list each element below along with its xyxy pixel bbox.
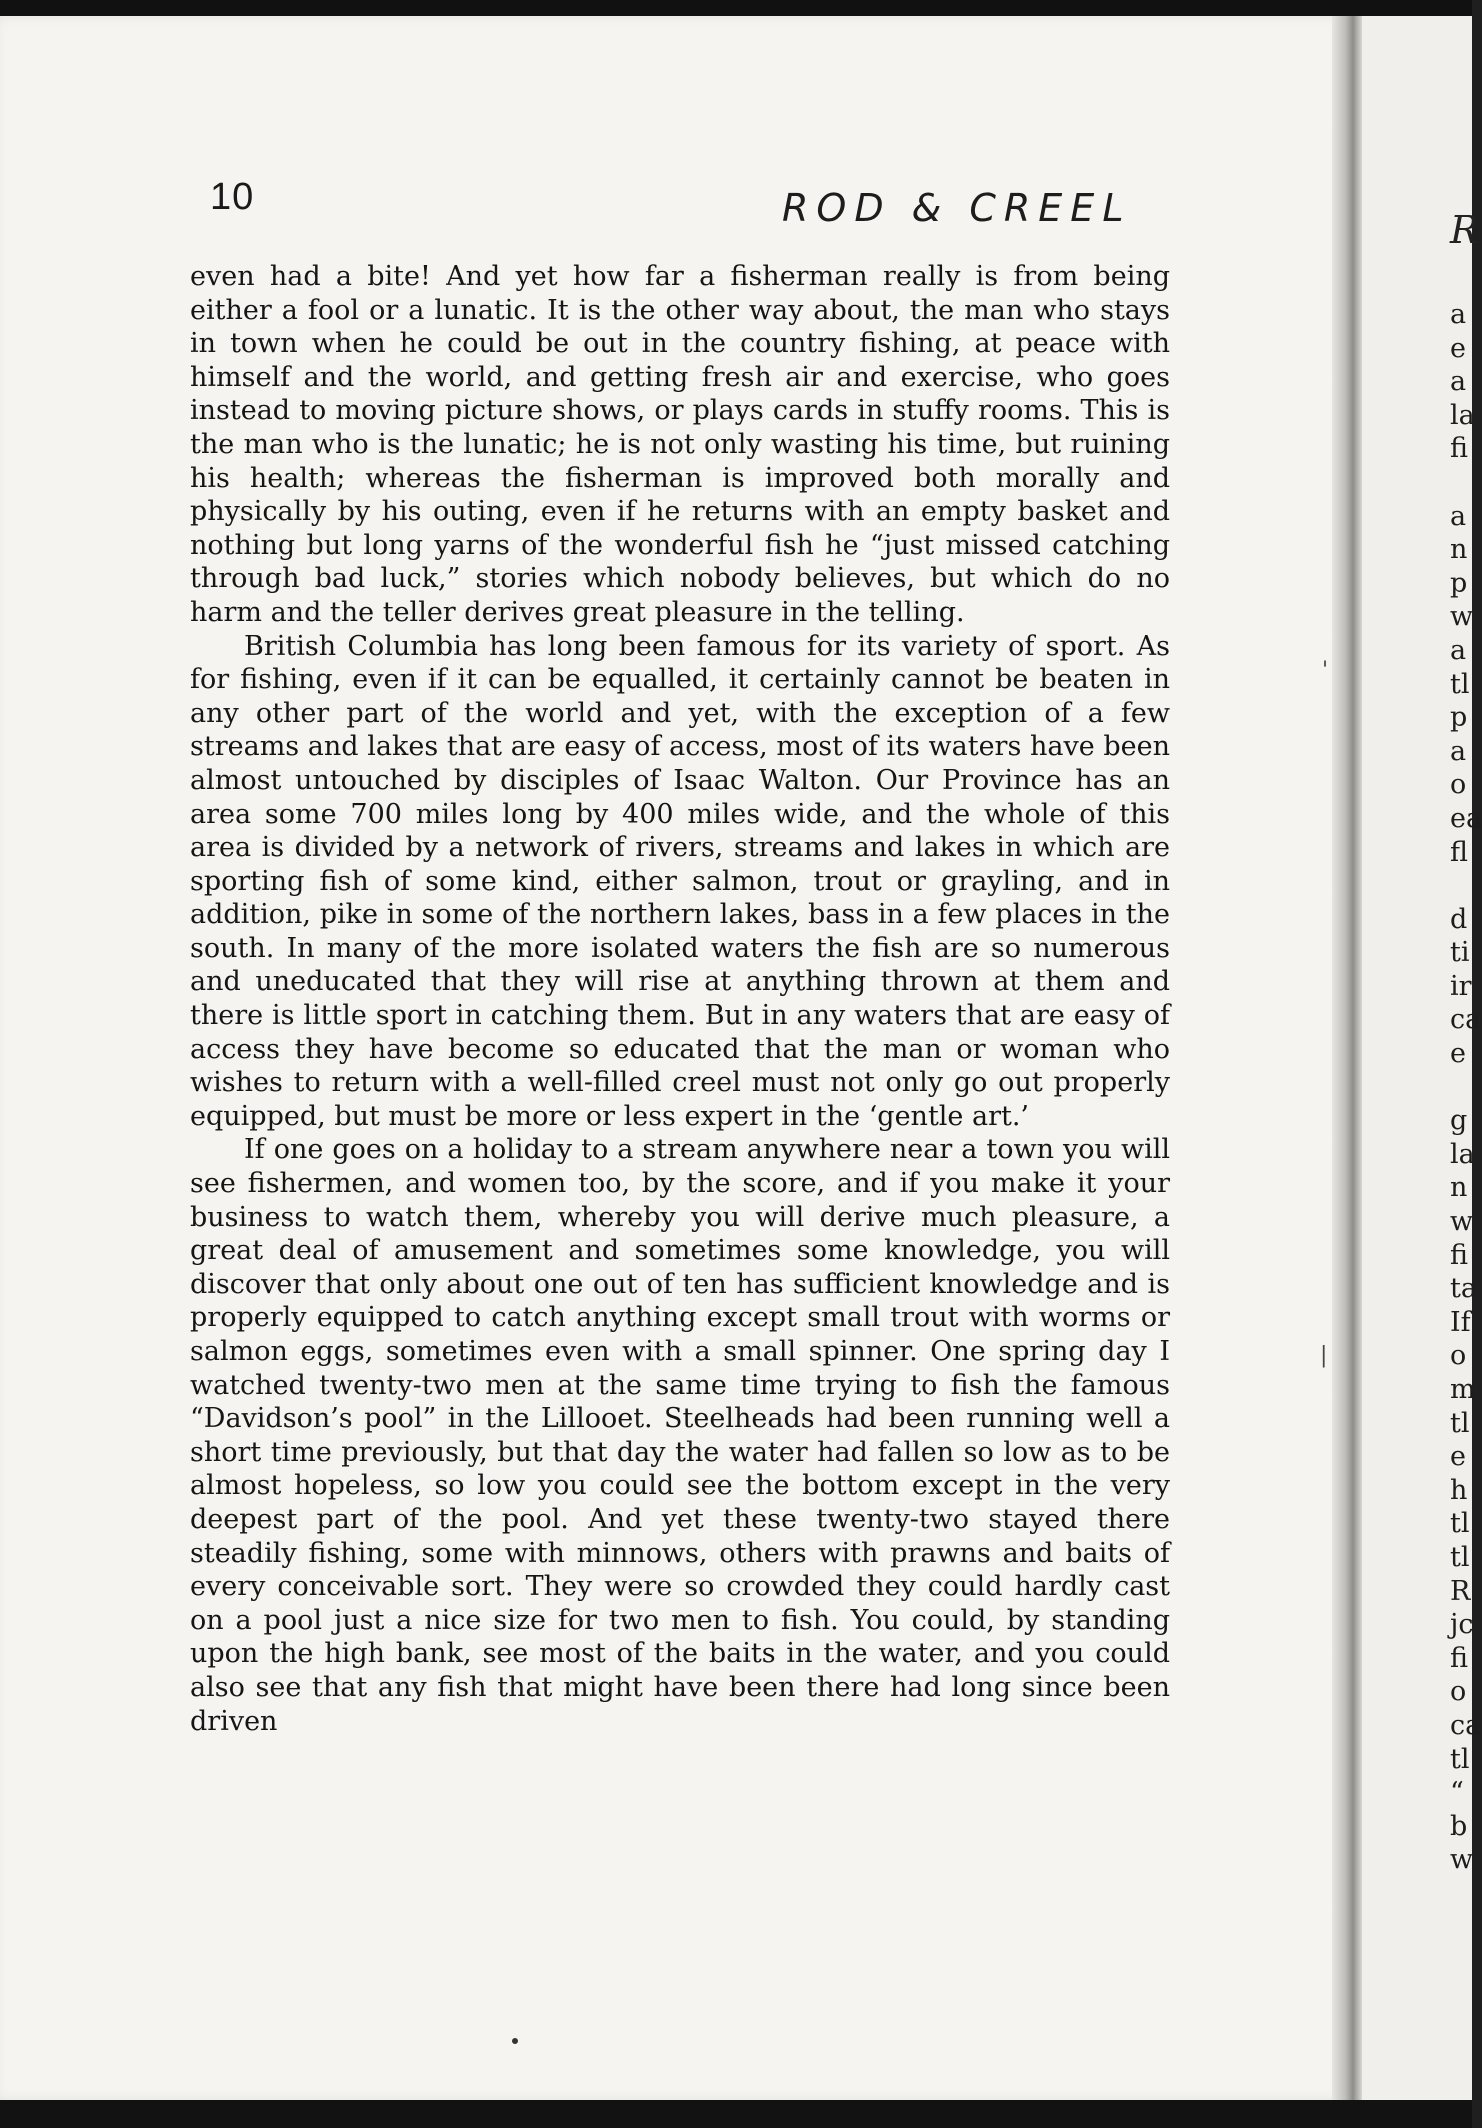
adjacent-page-line-start: tl: [1450, 1743, 1470, 1775]
adjacent-page-line-start: p: [1450, 702, 1468, 734]
paragraph-2: British Columbia has long been famous for its variety of sport. As for fishing, even if it can be equalled, it certainly cannot be beaten in any other part of the world and yet, with the exception of a few streams and lakes that are easy of access, most of its waters have been almost untouched by disciples of Isaac Walton. Our Province has an area some 700 miles long by 400 miles wide, and the whole of this area is divided by a network of rivers, streams and lakes in which are sporting fish of some kind, either salmon, trout or grayling, and in addition, pike in some of the northern lakes, bass in a few places in the south. In many of the more isolated waters the fish are so numerous and uneducated that they will rise at anything thrown at them and there is little sport in catching them. But in any waters that are easy of access they have become so educated that the man or woman who wishes to return with a well-filled creel must not only go out properly equipped, but must be more or less expert in the ‘gentle art.’: [190, 630, 1170, 1132]
adjacent-page-line-start: n: [1450, 534, 1468, 566]
margin-speck: ': [1322, 658, 1329, 683]
book-gutter: [1332, 16, 1362, 2100]
adjacent-page-title-fragment: R: [1450, 208, 1479, 252]
adjacent-page-line-start: [1450, 466, 1472, 500]
adjacent-page-line-start: o: [1450, 769, 1467, 801]
adjacent-page-line-start: a: [1450, 735, 1467, 767]
paragraph-1: even had a bite! And yet how far a fisherman really is from being either a fool or a lunatic. It is the other way about, the man who stays in town when he could be out in the country fishing, at peace with himself and the world, and getting fresh air and exercise, who goes instead to moving picture shows, or plays cards in stuffy rooms. This is the man who is the lunatic; he is not only wasting his time, but ruining his health; whereas the fisherman is improved both morally and physically by his outing, even if he returns with an empty basket and nothing but long yarns of the wonderful fish he “just missed catching through bad luck,” stories which nobody believes, but which do no harm and the teller derives great pleasure in the telling.: [190, 261, 1170, 628]
adjacent-page-line-start: If: [1450, 1306, 1471, 1338]
adjacent-page-line-start: a: [1450, 500, 1467, 532]
adjacent-page-line-start: b: [1450, 1810, 1468, 1842]
margin-speck: |: [1320, 1343, 1328, 1368]
adjacent-page-line-start: la: [1450, 399, 1475, 431]
adjacent-page-line-start: e: [1450, 332, 1466, 364]
page-dot: [512, 2038, 518, 2044]
page-body: [190, 260, 1170, 1738]
adjacent-page-line-start: [1450, 1071, 1472, 1105]
adjacent-page-line-start: la: [1450, 1138, 1475, 1170]
scan-top-edge: [0, 0, 1472, 16]
adjacent-page-line-start: e: [1450, 1441, 1466, 1473]
adjacent-page-line-start: w: [1450, 601, 1474, 633]
adjacent-page-line-start: fi: [1450, 433, 1469, 465]
adjacent-page-line-start: g: [1450, 1105, 1468, 1137]
running-title: ROD & CREEL: [782, 186, 1132, 230]
adjacent-page-line-start: a: [1450, 366, 1467, 398]
adjacent-page-line-start: w: [1450, 1844, 1474, 1876]
adjacent-page-line-start: a: [1450, 299, 1467, 330]
adjacent-page-line-start: ta: [1450, 1273, 1477, 1305]
adjacent-page-line-start: ir: [1450, 970, 1472, 1002]
adjacent-page-line-start: tl: [1450, 668, 1470, 700]
adjacent-page-line-start: w: [1450, 1206, 1474, 1238]
paragraph-3: If one goes on a holiday to a stream anywhere near a town you will see fishermen, and women too, by the score, and if you make it your business to watch them, whereby you will derive much pleasure, a great deal of amusement and sometimes some knowledge, you will discover that only about one out of ten has sufficient knowledge and is properly equipped to catch anything except small trout with worms or salmon eggs, sometimes even with a small spinner. One spring day I watched twenty-two men at the same time trying to fish the famous “Davidson’s pool” in the Lillooet. Steelheads had been running well a short time previously, but that day the water had fallen so low as to be almost hopeless, so low you could see the bottom except in the very deepest part of the pool. And yet these twenty-two stayed there steadily fishing, some with minnows, others with prawns and baits of every conceivable sort. They were so crowded they could hardly cast on a pool just a nice size for two men to fish. You could, by standing upon the high bank, see most of the baits in the water, and you could also see that any fish that might have been there had long since been driven: [190, 1134, 1170, 1737]
adjacent-page-line-start: p: [1450, 567, 1468, 599]
adjacent-page-line-start: jc: [1450, 1609, 1474, 1641]
adjacent-page-line-start: a: [1450, 634, 1467, 666]
adjacent-page-line-start: ti: [1450, 937, 1470, 969]
adjacent-page-line-start: o: [1450, 1676, 1467, 1708]
adjacent-page-line-start: fi: [1450, 1642, 1469, 1674]
adjacent-page-line-start: tl: [1450, 1407, 1470, 1439]
adjacent-page-line-start: e: [1450, 1038, 1466, 1070]
adjacent-page-line-start: ea: [1450, 802, 1482, 834]
adjacent-page-line-starts: [1450, 298, 1482, 1877]
adjacent-page-line-start: tl: [1450, 1508, 1470, 1540]
adjacent-page-line-start: “: [1450, 1777, 1464, 1809]
adjacent-page-line-start: ca: [1450, 1004, 1482, 1036]
adjacent-page-line-start: o: [1450, 1340, 1467, 1372]
adjacent-page-line-start: fi: [1450, 1239, 1469, 1271]
adjacent-page-line-start: tl: [1450, 1541, 1470, 1573]
adjacent-page-line-start: fl: [1450, 836, 1469, 868]
adjacent-page-line-start: h: [1450, 1474, 1468, 1506]
scan-bottom-edge: [0, 2100, 1472, 2128]
adjacent-page-line-start: R: [1450, 1575, 1471, 1607]
adjacent-page-line-start: m: [1450, 1374, 1476, 1405]
adjacent-page-line-start: n: [1450, 1172, 1468, 1204]
adjacent-page-line-start: [1450, 869, 1472, 903]
adjacent-page-line-start: ca: [1450, 1709, 1482, 1741]
adjacent-page-line-start: d: [1450, 903, 1468, 935]
page-number: 10: [210, 176, 255, 218]
